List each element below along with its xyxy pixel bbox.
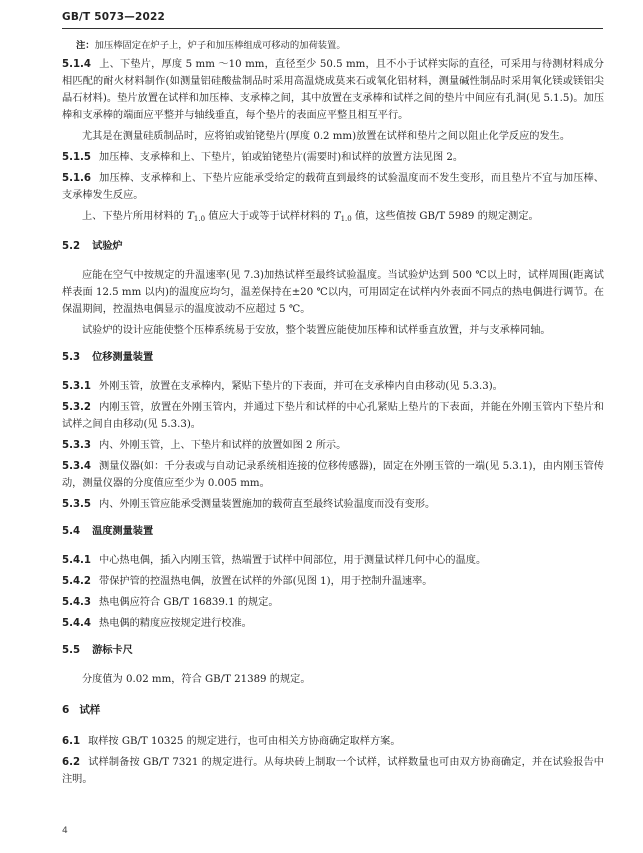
clause-text: 内刚玉管，放置在外刚玉管内，并通过下垫片和试样的中心孔紧贴上垫片的下表面，并能在外刚玉管内下垫片和试样之间自由移动(见 5.3.3)。 [62,402,604,430]
page-number: 4 [62,826,68,836]
section-heading-5-3 [62,349,604,366]
clause-number: 5.3.2 [62,402,92,413]
section-5-2-para1: 应能在空气中按规定的升温速率(见 7.3)加热试样至最终试验温度。当试验炉达到 500 ℃以上时，试样周围(距离试样表面 12.5 mm 以内)的温度应均匀，温差保持在±20 ℃以内，可用固定在试样内外表面不同点的热电偶进行调节。在保温期间，控温热电偶显示的温度波动不应超过 5 ℃。 [62,270,604,315]
clause-number: 6.1 [62,736,81,747]
section-heading-5-4 [62,523,604,540]
clause-5-1-6 [62,170,604,204]
clause-number: 5.1.6 [62,173,92,184]
note-text: 加压棒固定在炉子上，炉子和加压棒组成可移动的加荷装置。 [94,40,346,51]
clause-number: 6.2 [62,757,81,768]
section-title: 温度测量装置 [92,526,154,537]
clause-5-3-3 [62,437,604,454]
clause-5-4-2 [62,573,604,590]
clause-6-1 [62,733,604,750]
clause-text: 加压棒、支承棒和上、下垫片应能承受给定的载荷直到最终的试验温度而不发生变形，而且垫片不宜与加压棒、支承棒发生反应。 [62,173,604,201]
section-5-2-para2: 试验炉的设计应能使整个压棒系统易于安放，整个装置应能使加压棒和试样垂直放置，并与支承棒同轴。 [82,325,551,336]
standard-code-header: GB/T 5073—2022 [62,11,166,23]
symbol-subscript: 1.0 [340,215,352,223]
section-heading-5-5 [62,642,604,659]
clause-number: 5.3.4 [62,461,92,472]
section-title: 位移测量装置 [92,352,154,363]
clause-5-3-1 [62,378,604,395]
section-heading-5-2 [62,238,604,255]
symbol-T: T [187,211,194,222]
clause-5-4-1 [62,552,604,569]
section-5-5-text: 分度值为 0.02 mm，符合 GB/T 21389 的规定。 [82,674,311,685]
note-label: 注： [76,40,95,51]
symbol-T: T [333,211,341,222]
section-number: 5.3 [62,352,81,363]
clause-number: 5.4.4 [62,618,92,629]
clause-number: 5.4.2 [62,576,92,587]
chapter-title: 试样 [79,704,101,716]
clause-number: 5.1.5 [62,152,92,163]
clause-text: 加压棒、支承棒和上、下垫片，铂或铂铑垫片(需要时)和试样的放置方法见图 2。 [99,152,464,163]
text-fragment: 上、下垫片所用材料的 [82,211,188,222]
clause-5-3-5 [62,496,604,513]
clause-text: 中心热电偶，插入内刚玉管，热端置于试样中间部位，用于测量试样几何中心的温度。 [99,555,487,566]
text-fragment: 值应大于或等于试样材料的 [205,211,334,222]
clause-5-4-3 [62,594,604,611]
section-number: 5.5 [62,645,81,656]
clause-number: 5.3.3 [62,440,92,451]
chapter-heading-6 [62,702,604,719]
symbol-subscript: 1.0 [193,215,206,223]
clause-text: 热电偶的精度应按规定进行校准。 [99,618,252,629]
clause-text: 内、外刚玉管，上、下垫片和试样的放置如图 2 所示。 [99,440,347,451]
clause-number: 5.4.3 [62,597,92,608]
clause-6-2 [62,754,604,788]
clause-5-1-5 [62,149,604,166]
clause-text: 热电偶应符合 GB/T 16839.1 的规定。 [99,597,279,608]
text-fragment: 值，这些值按 GB/T 5989 的规定测定。 [351,211,539,222]
header-rule [62,28,603,29]
clause-5-3-2 [62,399,604,433]
clause-text: 带保护管的控温热电偶，放置在试样的外部(见图 1)，用于控制升温速率。 [99,576,433,587]
clause-5-1-4-para2: 尤其是在测量硅质制品时，应将铂或铂铑垫片(厚度 0.2 mm)放置在试样和垫片之间以阻止化学反应的发生。 [82,131,571,142]
clause-number: 5.3.1 [62,381,92,392]
clause-number: 5.4.1 [62,555,92,566]
section-number: 5.2 [62,241,81,252]
section-number: 5.4 [62,526,81,537]
clause-text: 外刚玉管，放置在支承棒内，紧贴下垫片的下表面，并可在支承棒内自由移动(见 5.3.3)。 [99,381,503,392]
clause-5-1-6-para2 [62,208,604,228]
clause-text: 取样按 GB/T 10325 的规定进行，也可由相关方协商确定取样方案。 [88,736,401,747]
clause-5-3-4 [62,458,604,492]
clause-5-1-4 [62,56,604,124]
clause-text: 内、外刚玉管应能承受测量装置施加的载荷直至最终试验温度而没有变形。 [99,499,436,510]
clause-number: 5.1.4 [62,59,92,70]
section-title: 游标卡尺 [92,645,133,656]
clause-text: 上、下垫片，厚度 5 mm ～10 mm，直径至少 50.5 mm，且不小于试样实际的直径，可采用与待测材料成分相匹配的耐火材料制作(如测量铝硅酸盐制品时采用高温烧成莫来石或氧化铝材料，测量碱性制品时采用氧化镁或镁铝尖晶石材料)。垫片放置在试样和加压棒、支承棒之间，其中放置在支承棒和试样之间的垫片中间应有孔洞(见 5.1.5)。加压棒和支承棒的端面应平整并与轴线垂直，每个垫片的表面应平整且相互平行。 [62,59,604,121]
clause-5-4-4 [62,615,604,632]
chapter-number: 6 [62,704,70,716]
document-body [62,38,604,792]
clause-text: 试样制备按 GB/T 7321 的规定进行。从每块砖上制取一个试样，试样数量也可由双方协商确定，并在试验报告中注明。 [62,757,604,785]
clause-text: 测量仪器(如：千分表或与自动记录系统相连接的位移传感器)，固定在外刚玉管的一端(见 5.3.1)，由内刚玉管传动，测量仪器的分度值应至少为 0.005 mm。 [62,461,604,489]
clause-number: 5.3.5 [62,499,92,510]
section-title: 试验炉 [92,241,123,252]
note-paragraph [62,38,604,54]
